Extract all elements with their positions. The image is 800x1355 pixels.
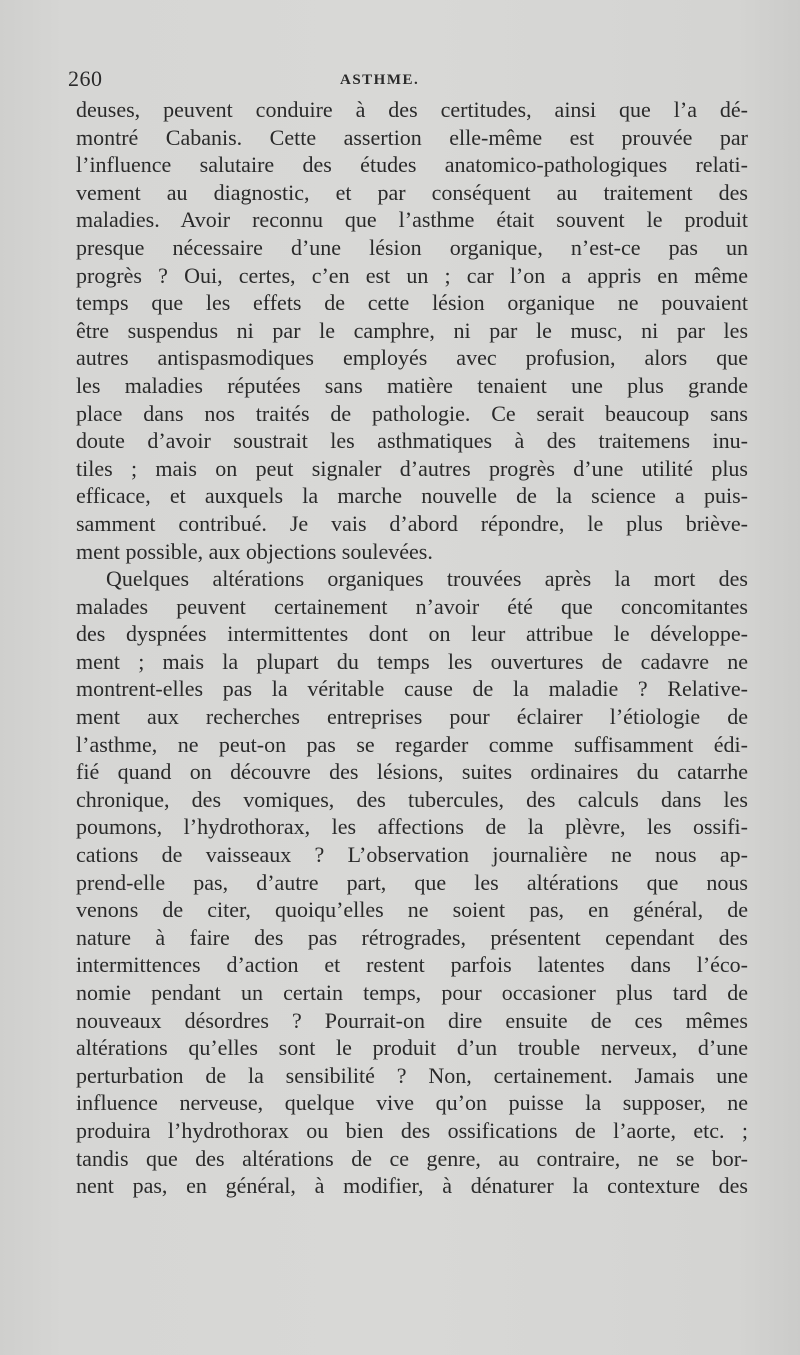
text-line: vement au diagnostic, et par conséquent au traitement des xyxy=(76,179,748,205)
text-line: doute d’avoir soustrait les asthmatiques à des traitemens inu- xyxy=(76,428,748,454)
text-line: produira l’hydrothorax ou bien des ossifications de l’aorte, etc. ; xyxy=(76,1117,748,1143)
text-line: autres antispasmodiques employés avec profusion, alors que xyxy=(76,345,748,371)
text-line: temps que les effets de cette lésion organique ne pouvaient xyxy=(76,290,748,316)
text-line: nouveaux désordres ? Pourrait-on dire ensuite de ces mêmes xyxy=(76,1007,748,1033)
text-line: prend-elle pas, d’autre part, que les altérations que nous xyxy=(76,869,748,895)
text-line: ment possible, aux objections soulevées. xyxy=(76,538,433,564)
text-line: samment contribué. Je vais d’abord répondre, le plus briève- xyxy=(76,510,748,536)
text-line: poumons, l’hydrothorax, les affections de la plèvre, les ossifi- xyxy=(76,814,748,840)
text-line: progrès ? Oui, certes, c’en est un ; car l’on a appris en même xyxy=(76,262,748,288)
text-line: montré Cabanis. Cette assertion elle-même est prouvée par xyxy=(76,124,748,150)
text-line: efficace, et auxquels la marche nouvelle de la science a puis- xyxy=(76,483,748,509)
text-line: ment aux recherches entreprises pour éclairer l’étiologie de xyxy=(76,704,748,730)
text-line: perturbation de la sensibilité ? Non, certainement. Jamais une xyxy=(76,1062,748,1088)
text-line: place dans nos traités de pathologie. Ce serait beaucoup sans xyxy=(76,400,748,426)
text-line: tiles ; mais on peut signaler d’autres progrès d’une utilité plus xyxy=(76,455,748,481)
text-line: être suspendus ni par le camphre, ni par le musc, ni par les xyxy=(76,317,748,343)
text-line: tandis que des altérations de ce genre, au contraire, ne se bor- xyxy=(76,1145,748,1171)
text-line: influence nerveuse, quelque vive qu’on puisse la supposer, ne xyxy=(76,1090,748,1116)
text-line: presque nécessaire d’une lésion organique, n’est-ce pas un xyxy=(76,234,748,260)
text-line: nomie pendant un certain temps, pour occasioner plus tard de xyxy=(76,980,748,1005)
body-text xyxy=(76,96,748,1200)
text-line: nature à faire des pas rétrogrades, présentent cependant des xyxy=(76,924,748,950)
text-line: nent pas, en général, à modifier, à dénaturer la contexture des xyxy=(76,1173,748,1199)
text-line: l’influence salutaire des études anatomico-pathologiques relati- xyxy=(76,152,748,178)
text-line: malades peuvent certainement n’avoir été que concomitantes xyxy=(76,593,748,619)
paragraph xyxy=(76,96,748,565)
running-head xyxy=(68,66,748,96)
paragraph xyxy=(76,565,748,1200)
text-line: l’asthme, ne peut-on pas se regarder comme suffisamment édi- xyxy=(76,731,748,757)
text-line: intermittences d’action et restent parfois latentes dans l’éco- xyxy=(76,952,748,978)
text-line: des dyspnées intermittentes dont on leur attribue le développe- xyxy=(76,621,748,647)
text-line: deuses, peuvent conduire à des certitudes, ainsi que l’a dé- xyxy=(76,97,748,122)
text-line: montrent-elles pas la véritable cause de la maladie ? Relative- xyxy=(76,676,748,702)
text-line: altérations qu’elles sont le produit d’un trouble nerveux, d’une xyxy=(76,1035,748,1061)
text-line: fié quand on découvre des lésions, suites ordinaires du catarrhe xyxy=(76,759,748,785)
text-line: les maladies réputées sans matière tenaient une plus grande xyxy=(76,372,748,398)
page-number: 260 xyxy=(68,66,103,91)
text-line: cations de vaisseaux ? L’observation journalière ne nous ap- xyxy=(76,842,748,868)
text-line: ment ; mais la plupart du temps les ouvertures de cadavre ne xyxy=(76,648,748,674)
text-line: maladies. Avoir reconnu que l’asthme était souvent le produit xyxy=(76,207,748,233)
text-line: Quelques altérations organiques trouvées après la mort des xyxy=(106,566,748,592)
running-title: ASTHME. xyxy=(340,72,420,88)
text-line: venons de citer, quoiqu’elles ne soient pas, en général, de xyxy=(76,897,748,923)
text-line: chronique, des vomiques, des tubercules, des calculs dans les xyxy=(76,786,748,812)
